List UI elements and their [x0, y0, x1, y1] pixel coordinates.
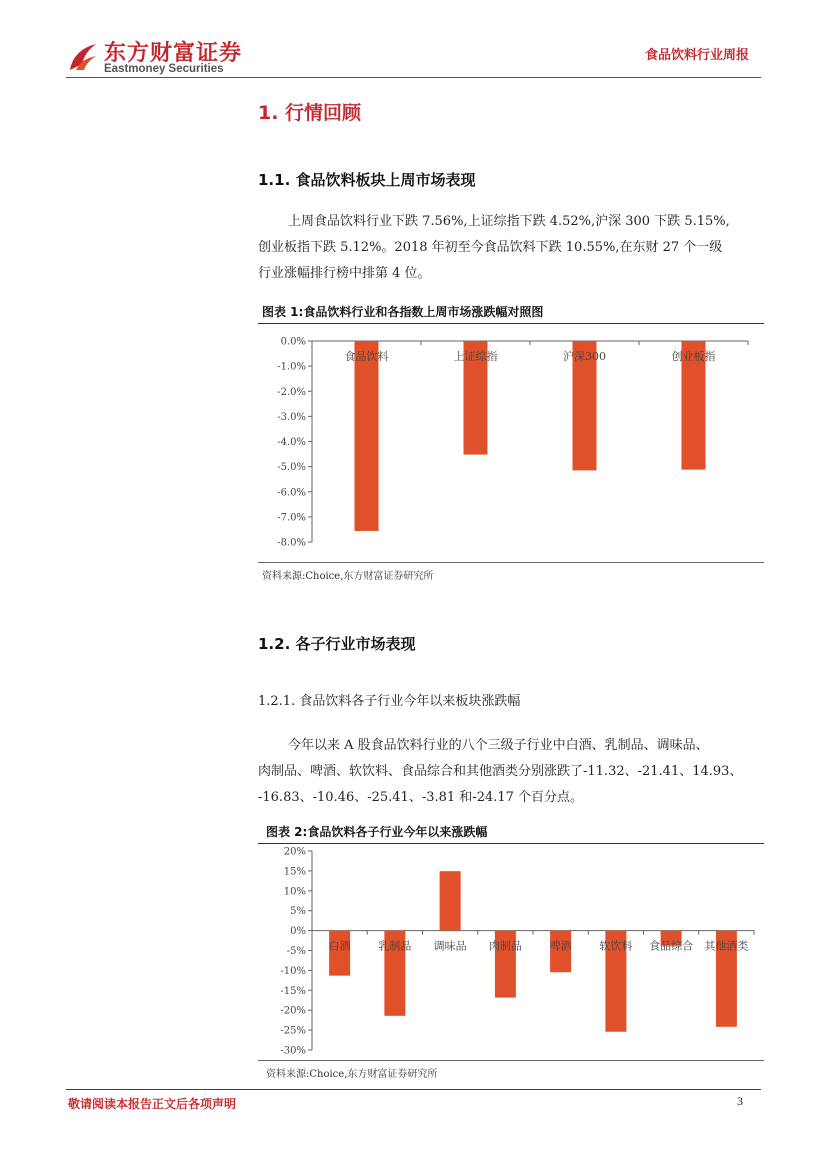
- figure-1-source: 资料来源:Choice,东方财富证券研究所: [262, 571, 434, 582]
- y-tick-label: -8.0%: [277, 537, 306, 549]
- subsection-title-1-2: 1.2. 各子行业市场表现: [258, 635, 416, 653]
- report-title: 食品饮料行业周报: [644, 48, 749, 63]
- x-category-label: 食品综合: [649, 939, 694, 953]
- y-tick-label: -25%: [280, 1025, 306, 1037]
- paragraph-line: 今年以来 A 股食品饮料行业的八个三级子行业中白酒、乳制品、调味品、: [288, 738, 709, 753]
- logo-chinese-name: 东方财富证券: [104, 41, 243, 66]
- footer-divider: [66, 1089, 761, 1090]
- y-tick-label: -1.0%: [277, 361, 306, 373]
- header-divider: [66, 77, 761, 78]
- disclaimer-note: 敬请阅读本报告正文后各项声明: [68, 1097, 237, 1111]
- y-tick-label: -10%: [280, 965, 306, 977]
- paragraph-line: 上周食品饮料行业下跌 7.56%,上证综指下跌 4.52%,沪深 300 下跌 5.15%,: [288, 214, 730, 229]
- paragraph-line: -16.83、-10.46、-25.41、-3.81 和-24.17 个百分点。: [258, 790, 584, 805]
- y-tick-label: -4.0%: [277, 437, 306, 448]
- y-tick-label: 10%: [283, 886, 306, 898]
- eastmoney-logo-icon: [66, 40, 100, 74]
- y-tick-label: -2.0%: [277, 386, 306, 398]
- bar: [440, 871, 461, 930]
- section-title: 1. 行情回顾: [258, 102, 362, 124]
- bar: [355, 341, 379, 531]
- subsection-title-1-2-1: 1.2.1. 食品饮料各子行业今年以来板块涨跌幅: [258, 694, 521, 709]
- paragraph-1-1: [258, 209, 764, 287]
- x-category-label: 调味品: [433, 939, 467, 953]
- y-tick-label: -20%: [280, 1005, 306, 1017]
- y-tick-label: 15%: [283, 866, 306, 878]
- y-tick-label: 20%: [283, 846, 306, 858]
- figure-2-title: 图表 2:食品饮料各子行业今年以来涨跌幅: [266, 825, 488, 839]
- page-number: 3: [737, 1094, 743, 1108]
- y-tick-label: -5%: [286, 946, 306, 957]
- figure-1-chart: [258, 326, 764, 558]
- logo-english-name: Eastmoney Securities: [104, 63, 224, 75]
- figure-1-title: 图表 1:食品饮料行业和各指数上周市场涨跌幅对照图: [262, 305, 544, 319]
- subsection-title-1-1: 1.1. 食品饮料板块上周市场表现: [258, 171, 476, 189]
- y-tick-label: 0.0%: [280, 336, 306, 348]
- y-tick-label: -5.0%: [277, 462, 306, 474]
- y-tick-label: 5%: [290, 906, 306, 918]
- x-category-label: 软饮料: [599, 939, 633, 953]
- paragraph-line: 肉制品、啤酒、软饮料、食品综合和其他酒类分别涨跌了-11.32、-21.41、14.93、: [258, 764, 743, 779]
- figure-1-bottom-rule: [258, 562, 764, 563]
- y-tick-label: -15%: [280, 985, 306, 997]
- bar: [329, 931, 350, 976]
- x-category-label: 白酒: [328, 939, 351, 953]
- y-tick-label: -6.0%: [277, 487, 306, 499]
- figure-2-source: 资料来源:Choice,东方财富证券研究所: [266, 1069, 438, 1080]
- x-category-label: 创业板指: [671, 350, 716, 363]
- paragraph-line: 创业板指下跌 5.12%。2018 年初至今食品饮料下跌 10.55%,在东财 27 个一级: [258, 240, 723, 255]
- x-category-label: 食品饮料: [344, 350, 389, 363]
- figure-2-bottom-rule: [258, 1060, 764, 1061]
- x-category-label: 其他酒类: [704, 939, 749, 953]
- y-tick-label: -7.0%: [277, 512, 306, 524]
- y-tick-label: -30%: [280, 1045, 306, 1057]
- y-tick-label: 0%: [290, 926, 306, 938]
- x-category-label: 上证综指: [453, 350, 498, 363]
- x-category-label: 肉制品: [488, 939, 522, 953]
- x-category-label: 啤酒: [549, 939, 572, 953]
- figure-2-chart: [258, 844, 764, 1058]
- x-category-label: 沪深300: [563, 350, 606, 363]
- paragraph-line: 行业涨幅排行榜中排第 4 位。: [258, 266, 431, 281]
- figure-1-top-rule: [258, 323, 764, 324]
- y-tick-label: -3.0%: [277, 411, 306, 423]
- x-category-label: 乳制品: [378, 939, 412, 953]
- paragraph-1-2-1: [258, 733, 764, 811]
